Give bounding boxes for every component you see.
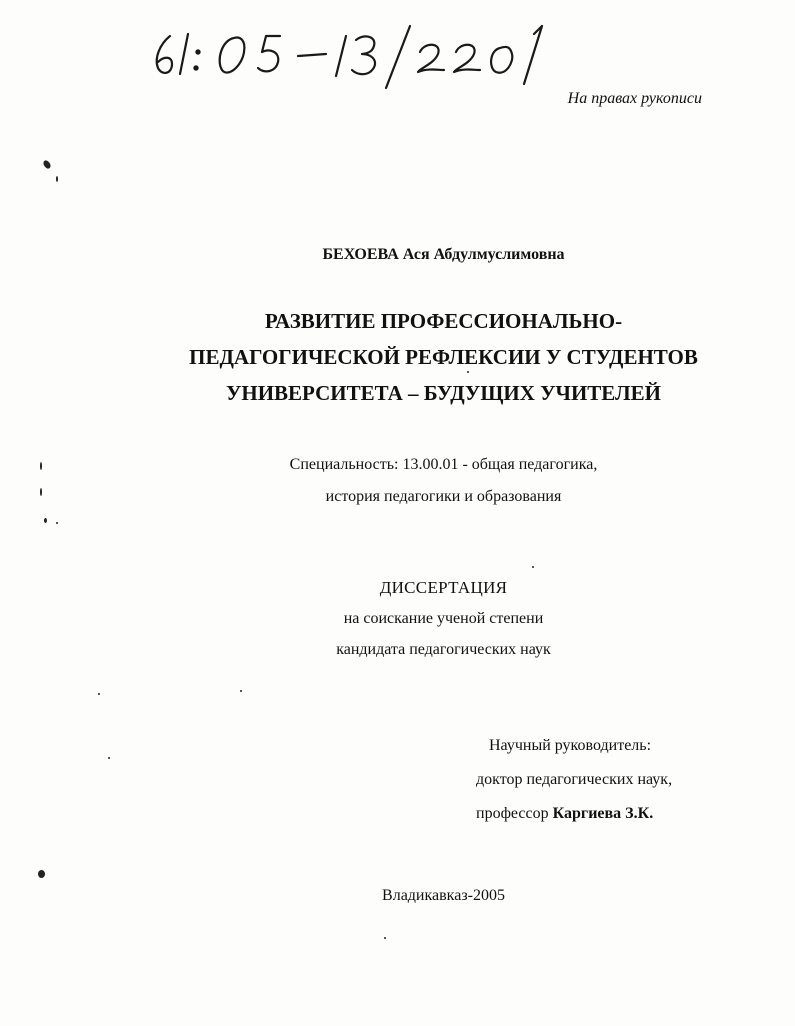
thesis-block bbox=[0, 572, 795, 665]
scan-speck bbox=[467, 371, 469, 373]
supervisor-heading: Научный руководитель: bbox=[489, 737, 652, 754]
archive-number-drawing bbox=[148, 18, 568, 90]
scan-speck bbox=[56, 522, 58, 524]
thesis-type: ДИССЕРТАЦИЯ bbox=[379, 578, 508, 597]
dissertation-title bbox=[0, 303, 795, 411]
scan-speck bbox=[40, 488, 42, 496]
supervisor-rank-name bbox=[476, 797, 672, 831]
scan-speck bbox=[240, 690, 242, 692]
scan-speck bbox=[38, 870, 45, 878]
supervisor-name: Каргиева З.К. bbox=[552, 805, 654, 822]
archive-number-handwritten bbox=[148, 18, 568, 90]
scan-speck bbox=[56, 176, 58, 182]
scan-speck bbox=[532, 566, 534, 568]
thesis-degree: кандидата педагогических наук bbox=[336, 641, 551, 658]
author-name: БЕХОЕВА Ася Абдулмуслимовна bbox=[322, 246, 565, 263]
manuscript-note: На правах рукописи bbox=[567, 90, 702, 107]
specialty-block bbox=[0, 449, 795, 513]
scan-speck bbox=[42, 159, 52, 170]
supervisor-degree: доктор педагогических наук, bbox=[476, 771, 673, 788]
scan-speck bbox=[98, 693, 100, 695]
supervisor-rank: профессор bbox=[476, 805, 549, 822]
scan-speck bbox=[108, 757, 110, 759]
title-line: УНИВЕРСИТЕТА – БУДУЩИХ УЧИТЕЛЕЙ bbox=[225, 381, 662, 405]
title-line: РАЗВИТИЕ ПРОФЕССИОНАЛЬНО- bbox=[264, 309, 623, 333]
specialty-line: Специальность: 13.00.01 - общая педагогика, bbox=[289, 456, 598, 473]
scan-speck bbox=[384, 937, 386, 939]
scan-speck bbox=[44, 518, 47, 523]
place-year: Владикавказ-2005 bbox=[382, 887, 505, 904]
scan-speck bbox=[40, 462, 42, 470]
supervisor-block bbox=[476, 729, 672, 831]
thesis-purpose: на соискание ученой степени bbox=[343, 610, 544, 627]
title-line: ПЕДАГОГИЧЕСКОЙ РЕФЛЕКСИИ У СТУДЕНТОВ bbox=[189, 345, 698, 369]
specialty-line: история педагогики и образования bbox=[325, 488, 562, 505]
